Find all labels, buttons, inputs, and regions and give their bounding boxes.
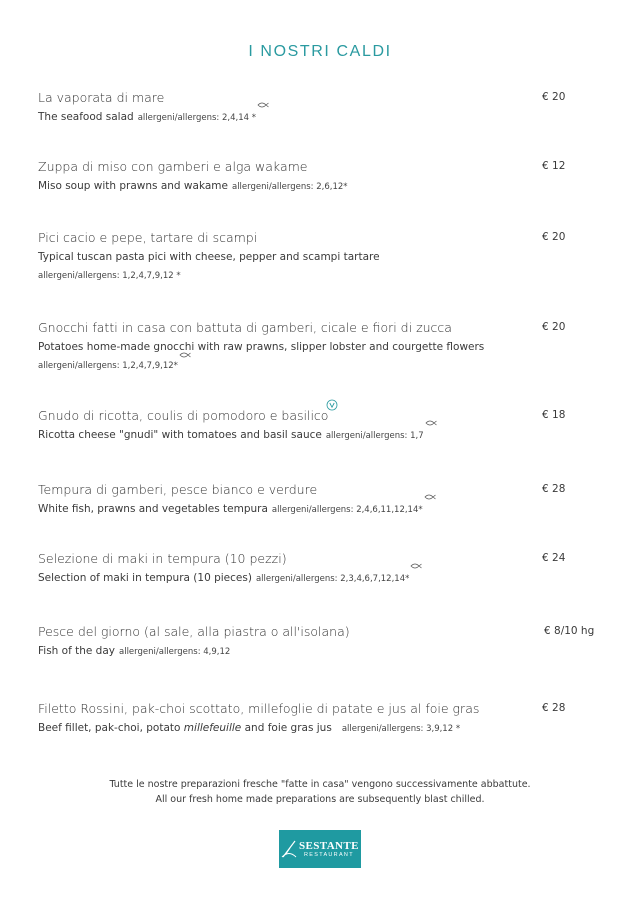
menu-item — [38, 320, 608, 371]
dish-price: € 18 — [542, 409, 566, 421]
sextant-icon — [279, 830, 299, 868]
allergens: allergeni/allergens: 3,9,12 * — [341, 724, 461, 734]
menu-item — [38, 230, 608, 281]
menu-item — [38, 408, 608, 441]
dish-price: € 20 — [542, 321, 566, 333]
fish-icon — [410, 572, 422, 580]
dish-price: € 28 — [542, 483, 566, 495]
dish-name: Pici cacio e pepe, tartare di scampi — [38, 230, 258, 245]
dish-name: Gnudo di ricotta, coulis di pomodoro e basilico — [38, 408, 608, 423]
footer-note — [0, 777, 640, 807]
footer-line-english: All our fresh home made preparations are subsequently blast chilled. — [155, 794, 485, 805]
fish-icon — [179, 361, 191, 369]
fish-icon — [257, 111, 269, 119]
dish-description: Ricotta cheese "gnudi" with tomatoes and basil sauce allergeni/allergens: 1,7 — [38, 429, 608, 441]
allergens: allergeni/allergens: 1,7 — [325, 431, 424, 441]
allergens: allergeni/allergens: 4,9,12 — [119, 647, 231, 657]
dish-description: The seafood salad allergeni/allergens: 2,4,14 * — [38, 111, 608, 123]
menu-item — [38, 90, 608, 123]
dish-name: Tempura di gamberi, pesce bianco e verdure — [38, 482, 318, 497]
allergens: allergeni/allergens: 1,2,4,7,9,12 * — [38, 271, 181, 281]
menu-item — [38, 159, 608, 192]
dish-name: Selezione di maki in tempura (10 pezzi) — [38, 551, 287, 566]
dish-description: Miso soup with prawns and wakame allergeni/allergens: 2,6,12* — [38, 180, 348, 192]
allergens: allergeni/allergens: 2,6,12* — [231, 182, 348, 192]
allergens: allergeni/allergens: 1,2,4,7,9,12* — [38, 361, 608, 371]
dish-description: Selection of maki in tempura (10 pieces) allergeni/allergens: 2,3,4,6,7,12,14* — [38, 572, 608, 584]
menu-title: I NOSTRI CALDI — [248, 43, 392, 60]
dish-name: Gnocchi fatti in casa con battuta di gamberi, cicale e fiori di zucca — [38, 320, 452, 335]
vegetarian-icon — [328, 408, 338, 418]
menu-item — [38, 551, 608, 584]
allergens: allergeni/allergens: 2,4,14 * — [137, 113, 256, 123]
dish-price: € 12 — [542, 160, 566, 172]
dish-description: Potatoes home-made gnocchi with raw prawns, slipper lobster and courgette flowers — [38, 341, 485, 353]
dish-description: Beef fillet, pak-choi, potato millefeuille and foie gras jus allergeni/allergens: 3,9,12 * — [38, 722, 461, 734]
dish-name: Zuppa di miso con gamberi e alga wakame — [38, 159, 308, 174]
restaurant-logo — [279, 830, 361, 868]
dish-description: White fish, prawns and vegetables tempura allergeni/allergens: 2,4,6,11,12,14* — [38, 503, 608, 515]
allergens: allergeni/allergens: 2,4,6,11,12,14* — [271, 505, 423, 515]
dish-description: Fish of the day allergeni/allergens: 4,9,12 — [38, 645, 231, 657]
logo-name: SESTANTE — [299, 839, 359, 852]
menu-item — [38, 482, 608, 515]
dish-name: Pesce del giorno (al sale, alla piastra o all'isolana) — [38, 624, 350, 639]
allergens: allergeni/allergens: 2,3,4,6,7,12,14* — [255, 574, 410, 584]
dish-price: € 28 — [542, 702, 566, 714]
dish-price: € 8/10 hg — [544, 625, 595, 637]
dish-name: La vaporata di mare — [38, 90, 165, 105]
menu-item — [38, 624, 608, 657]
menu-item — [38, 701, 608, 734]
logo-subtitle: RESTAURANT — [303, 851, 354, 858]
fish-icon — [425, 429, 437, 437]
dish-price: € 20 — [542, 231, 566, 243]
footer-line-italian: Tutte le nostre preparazioni fresche "fatte in casa" vengono successivamente abbattute. — [109, 779, 531, 790]
dish-price: € 24 — [542, 552, 566, 564]
fish-icon — [424, 503, 436, 511]
dish-name: Filetto Rossini, pak-choi scottato, millefoglie di patate e jus al foie gras — [38, 701, 480, 716]
dish-description: Typical tuscan pasta pici with cheese, pepper and scampi tartare — [38, 251, 380, 263]
dish-price: € 20 — [542, 91, 566, 103]
